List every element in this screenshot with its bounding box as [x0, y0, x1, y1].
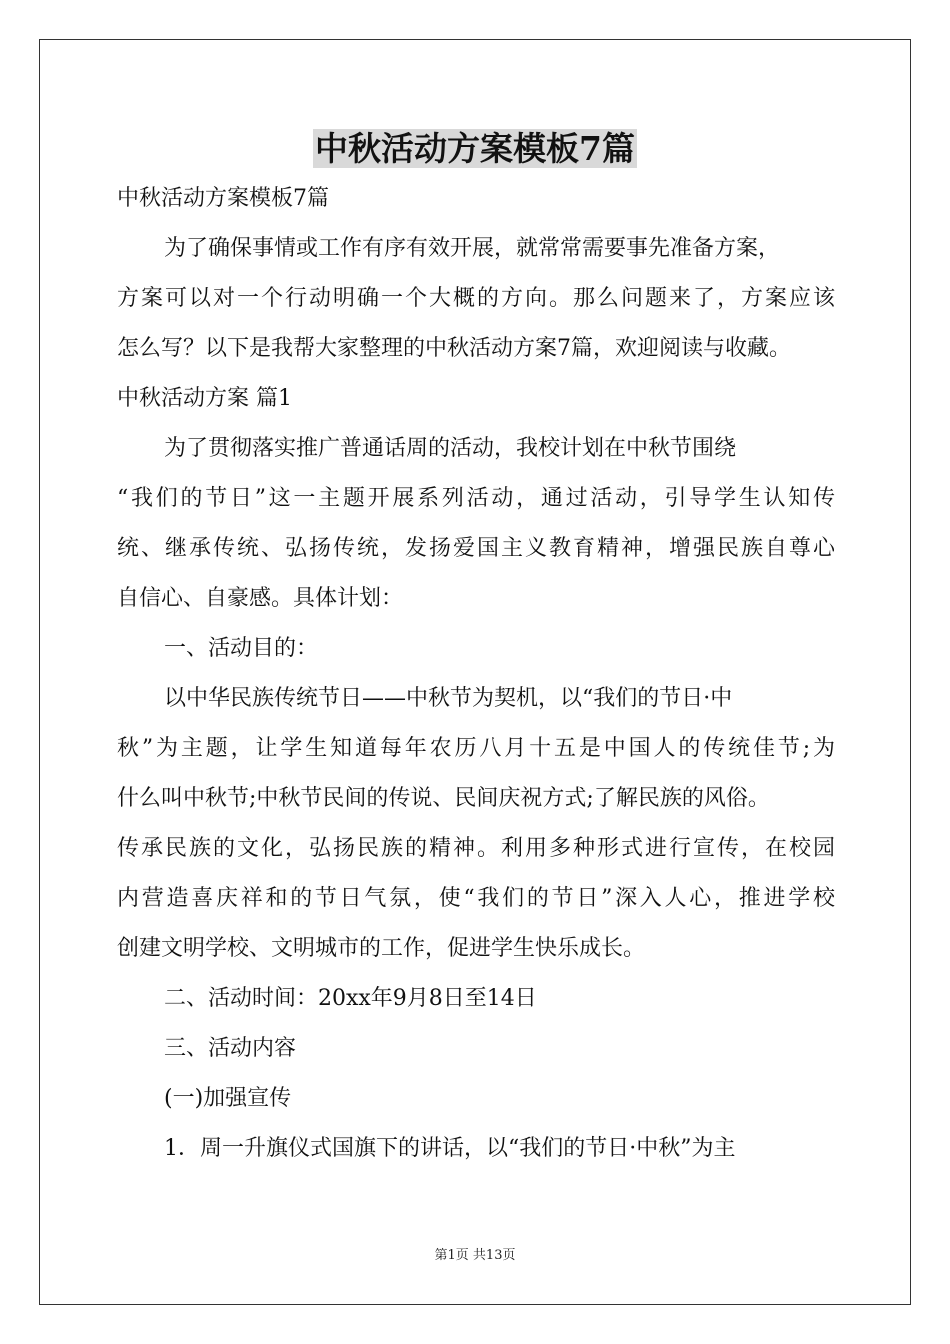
body-line: 为了确保事情或工作有序有效开展，就常常需要事先准备方案， — [164, 236, 781, 261]
body-line: 1．周一升旗仪式国旗下的讲话，以“我们的节日·中秋”为主 — [164, 1136, 736, 1161]
body-line: 以中华民族传统节日——中秋节为契机，以“我们的节日·中 — [164, 686, 733, 711]
body-line: 秋”为主题，让学生知道每年农历八月十五是中国人的传统佳节;为 — [117, 736, 835, 761]
body-line: 传承民族的文化，弘扬民族的精神。利用多种形式进行宣传，在校园 — [117, 836, 835, 861]
body-line: 中秋活动方案模板7篇 — [117, 186, 329, 211]
body-line: 二、活动时间：20xx年9月8日至14日 — [164, 986, 537, 1011]
document-body — [117, 174, 847, 1174]
body-line: 怎么写？以下是我帮大家整理的中秋活动方案7篇，欢迎阅读与收藏。 — [117, 336, 791, 361]
body-line: 统、继承传统、弘扬传统，发扬爱国主义教育精神，增强民族自尊心 — [117, 536, 835, 561]
body-line: 创建文明学校、文明城市的工作，促进学生快乐成长。 — [117, 936, 646, 961]
document-title — [0, 124, 950, 174]
body-line: 内营造喜庆祥和的节日气氛，使“我们的节日”深入人心，推进学校 — [117, 886, 835, 911]
document-title-text: 中秋活动方案模板7篇 — [315, 129, 635, 168]
body-line: 自信心、自豪感。具体计划： — [117, 586, 404, 611]
body-line: 为了贯彻落实推广普通话周的活动，我校计划在中秋节围绕 — [164, 436, 737, 461]
page-footer: 第1页 共13页 — [434, 1248, 516, 1263]
body-line: “我们的节日”这一主题开展系列活动，通过活动，引导学生认知传 — [117, 486, 835, 511]
body-line: 三、活动内容 — [164, 1036, 297, 1061]
body-line: 什么叫中秋节;中秋节民间的传说、民间庆祝方式;了解民族的风俗。 — [117, 786, 770, 811]
body-line: (一)加强宣传 — [164, 1086, 292, 1111]
body-line: 中秋活动方案 篇1 — [117, 386, 292, 411]
body-line: 方案可以对一个行动明确一个大概的方向。那么问题来了，方案应该 — [117, 286, 835, 311]
body-line: 一、活动目的： — [164, 636, 319, 661]
